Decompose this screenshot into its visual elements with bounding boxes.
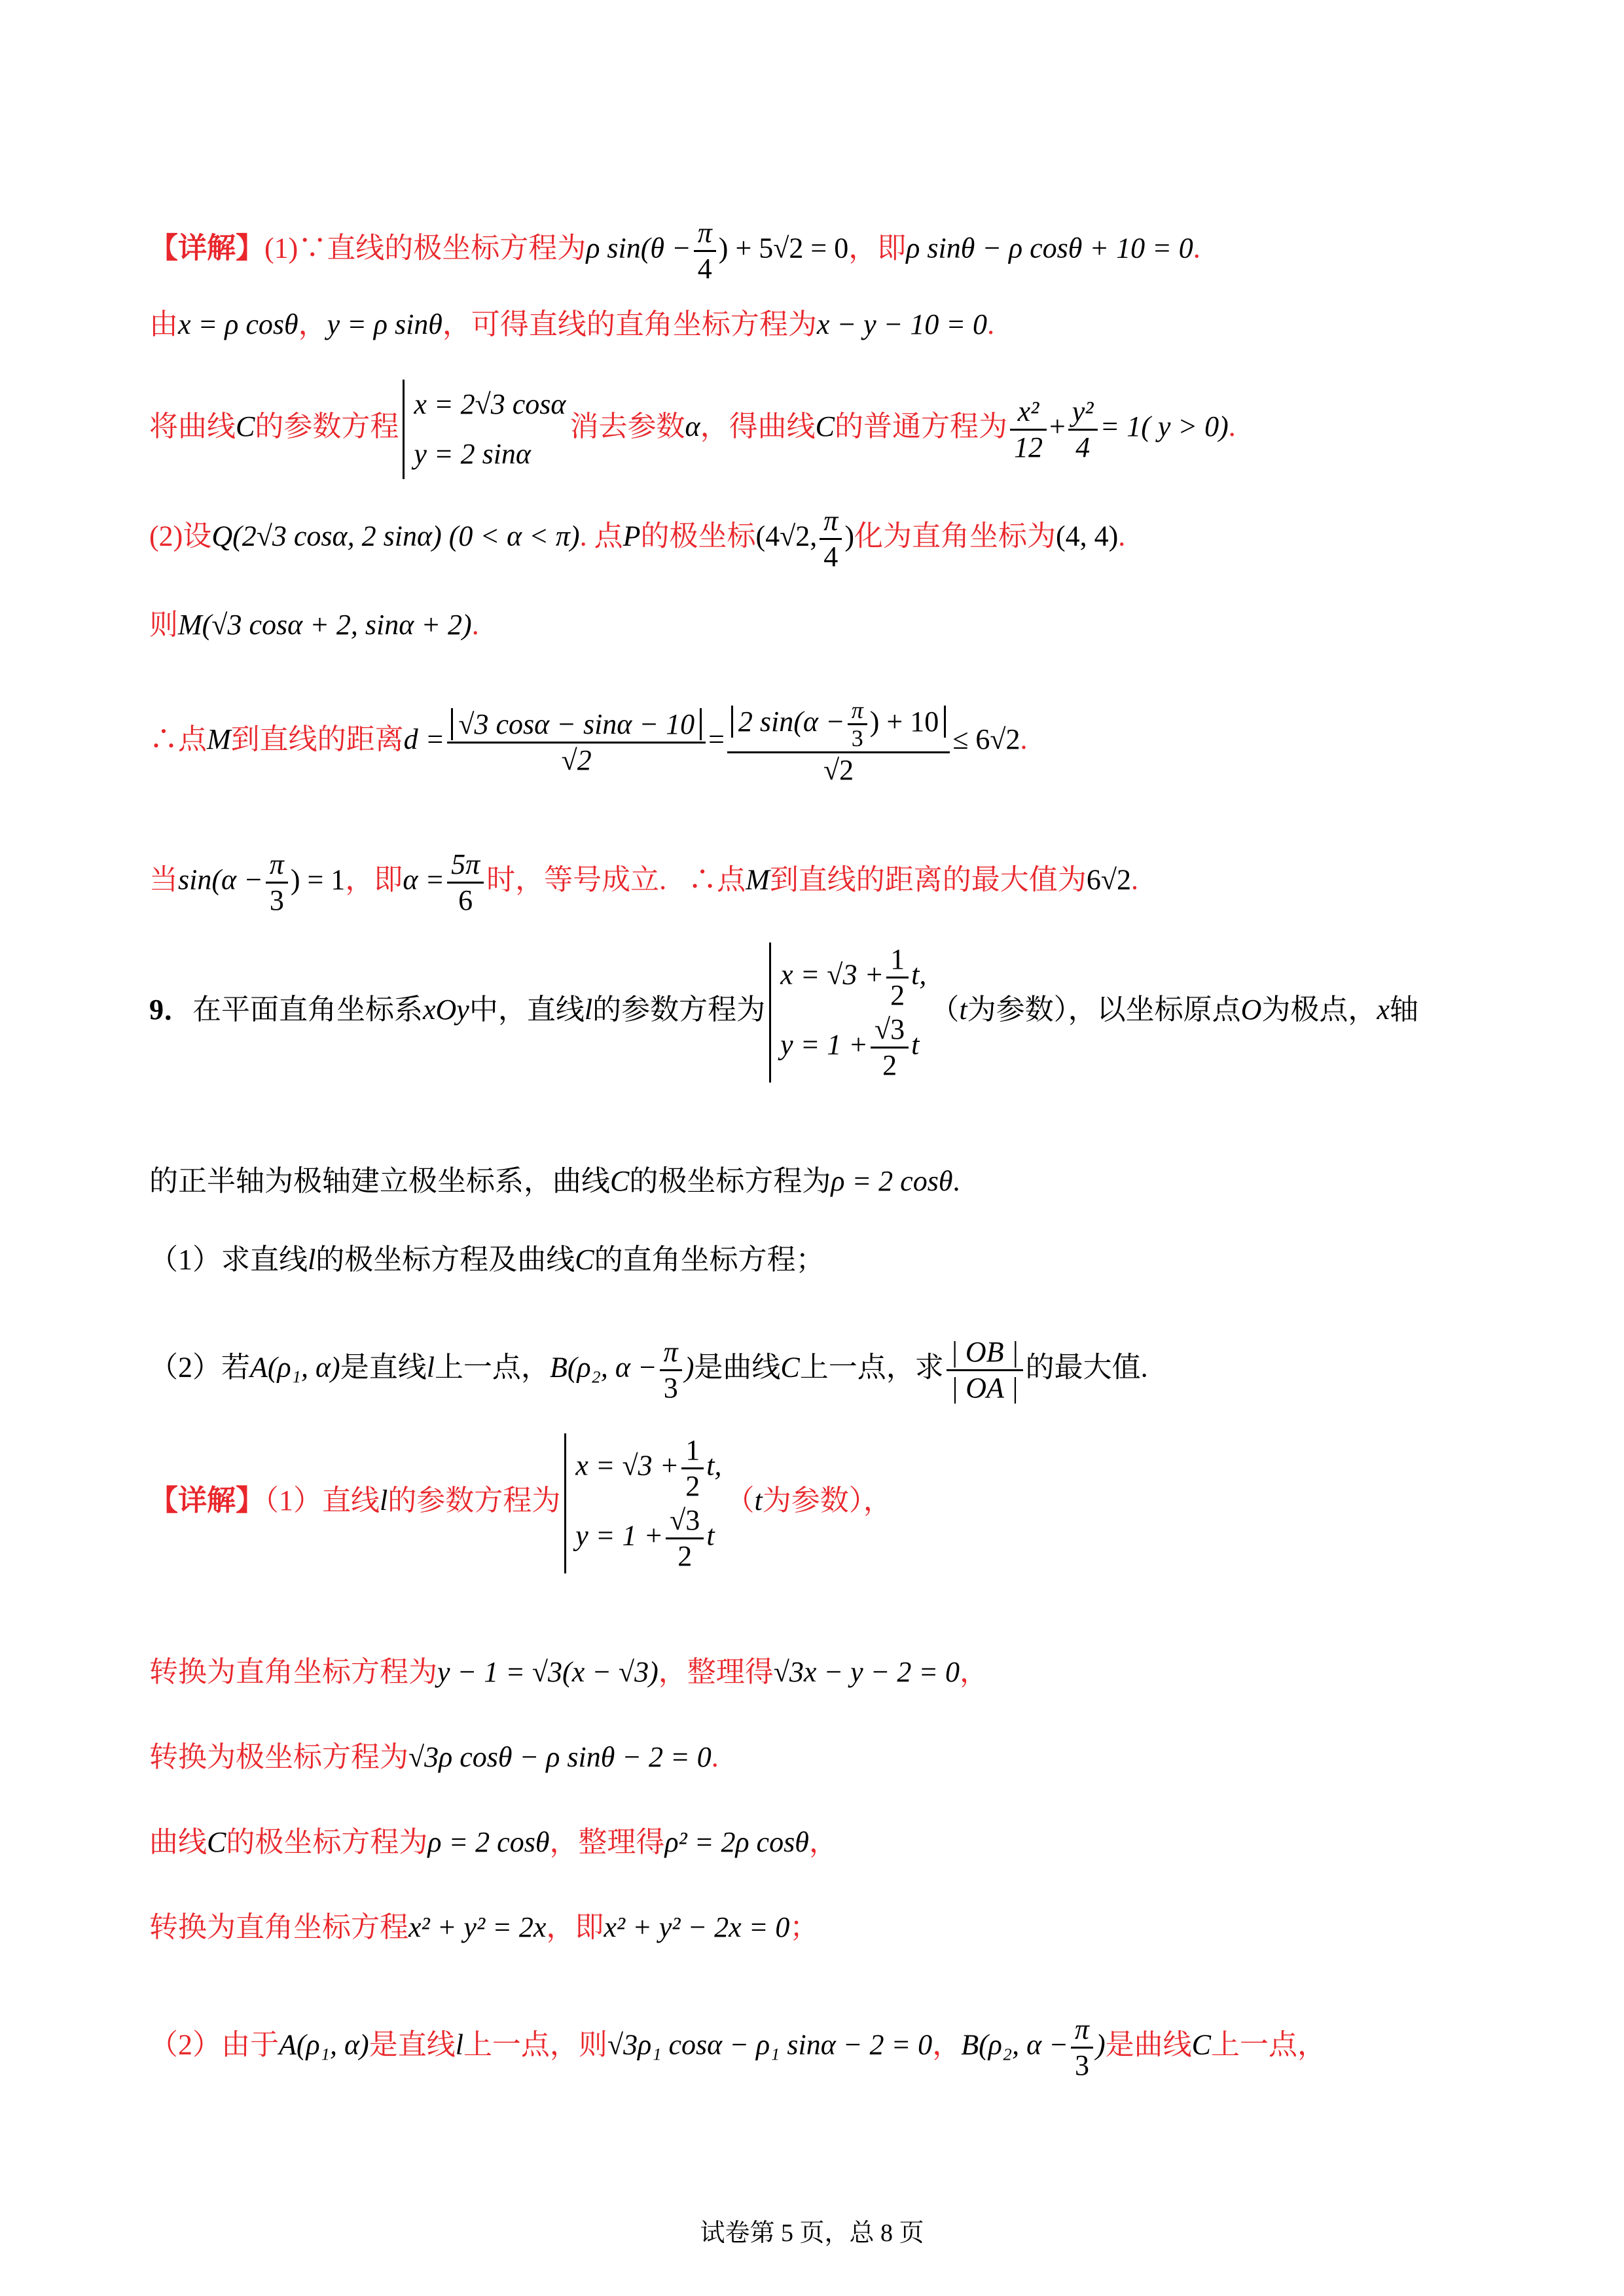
sol9-line-1: 【详解】（1）直线l的参数方程为 x = √3 + $\frac{1}{2}$ t, y = 1 + $\frac{√3}{2}$ t （t为参数），	[149, 1434, 892, 1572]
sol9-line-5: 转换为直角坐标方程x² + y² = 2x，即x² + y² − 2x = 0；	[149, 1911, 819, 1943]
fraction: $\frac{| OB |}{| OA |}$	[947, 1335, 1023, 1405]
detail-tag: 【详解】	[149, 1484, 264, 1517]
q9-line-2: 的正半轴为极轴建立极坐标系，曲线C的极坐标方程为ρ = 2 cosθ.	[149, 1165, 960, 1197]
sol9-line-3: 转换为极坐标方程为√3ρ cosθ − ρ sinθ − 2 = 0.	[149, 1741, 719, 1773]
sol8-line-7: 当sin(α − $\frac{\pi}{3}$ ) = 1，即α = $\frac{5\pi}{6}$ 时，等号成立. ∴点M到直线的距离的最大值为6√2.	[149, 848, 1138, 916]
q9-part-2: （2）若A(ρ₁, α)是直线l上一点，B(ρ₂, α − $\frac{\pi}{3}$ )是曲线C上一点，求 $\frac{| OB |}{| OA |}$ 的最大值.	[149, 1336, 1148, 1404]
sol9-line-6: （2）由于A(ρ₁, α)是直线l上一点，则√3ρ₁ cosα − ρ₁ sinα − 2 = 0，B(ρ₂, α − $\frac{\pi}{3}$ )是曲线C上一点，	[149, 2013, 1326, 2081]
equation-system: x = 2√3 cosα y = 2 sinα	[403, 380, 566, 479]
fraction: $\frac{\pi}{4}$	[694, 216, 716, 286]
fraction: 2 sin(α − $\frac{\pi}{3}$ ) + 10 √2	[727, 697, 950, 787]
sol9-line-2: 转换为直角坐标方程为y − 1 = √3(x − √3)，整理得√3x − y − 2 = 0，	[149, 1656, 989, 1688]
fraction: $\frac{\pi}{3}$	[266, 848, 288, 918]
sol8-line-3: 将曲线C的参数方程 x = 2√3 cosα y = 2 sinα 消去参数α，得曲线C的普通方程为 $\frac{\text{x²}}{12}$ + $\frac{\text{y²}}{4}$ = 1( y > 0).	[149, 380, 1236, 479]
fraction: $\frac{5\pi}{6}$	[447, 848, 484, 918]
sol8-line-4: (2)设Q(2√3 cosα, 2 sinα) (0 < α < π). 点P的极坐标(4√2, $\frac{\pi}{4}$ )化为直角坐标为(4, 4).	[149, 505, 1126, 573]
q9-line-1: 9．在平面直角坐标系xOy中，直线l的参数方程为 x = √3 + $\frac{1}{2}$ t, y = 1 + $\frac{√3}{2}$ t （t为参数），以坐标原点O为极点，x轴	[149, 943, 1418, 1081]
sol8-line-2: 由x = ρ cosθ，y = ρ sinθ，可得直线的直角坐标方程为x − y − 10 = 0.	[149, 308, 995, 340]
sol9-line-4: 曲线C的极坐标方程为ρ = 2 cosθ，整理得ρ² = 2ρ cosθ，	[149, 1826, 838, 1858]
fraction: $\frac{√3 \cos\alpha - \sin\alpha - 10}{√2}$	[447, 708, 706, 778]
fraction: $\frac{\pi}{4}$	[820, 504, 842, 574]
equation-system: x = √3 + $\frac{1}{2}$ t, y = 1 + $\frac{√3}{2}$ t	[564, 1433, 721, 1573]
fraction: $\frac{\text{y²}}{4}$	[1068, 395, 1098, 465]
sol8-line-6: ∴点M到直线的距离d = $\frac{√3 \cos\alpha - \sin\alpha - 10}{√2}$ = 2 sin(α − $\frac{\pi}{3}$ ) + 10 √2 ≤ 6√2.	[149, 697, 1028, 786]
sol8-line-1: 【详解】(1)∵直线的极坐标方程为ρ sin(θ − $\frac{\pi}{4}$ ) + 5√2 = 0，即ρ sinθ − ρ cosθ + 10 = 0.	[149, 217, 1200, 285]
equation-system: x = √3 + $\frac{1}{2}$ t, y = 1 + $\frac{√3}{2}$ t	[769, 942, 926, 1083]
sol8-line-5: 则M(√3 cosα + 2, sinα + 2).	[149, 609, 479, 641]
question-number: 9．	[149, 994, 192, 1026]
q9-part-1: （1）求直线l的极坐标方程及曲线C的直角坐标方程；	[149, 1244, 825, 1276]
fraction: $\frac{\pi}{3}$	[1071, 2013, 1093, 2083]
fraction: $\frac{\pi}{3}$	[660, 1335, 682, 1405]
fraction: $\frac{\text{x²}}{12}$	[1010, 395, 1047, 465]
detail-tag: 【详解】	[149, 232, 264, 264]
page-footer: 试卷第 5 页，总 8 页	[700, 2219, 924, 2247]
